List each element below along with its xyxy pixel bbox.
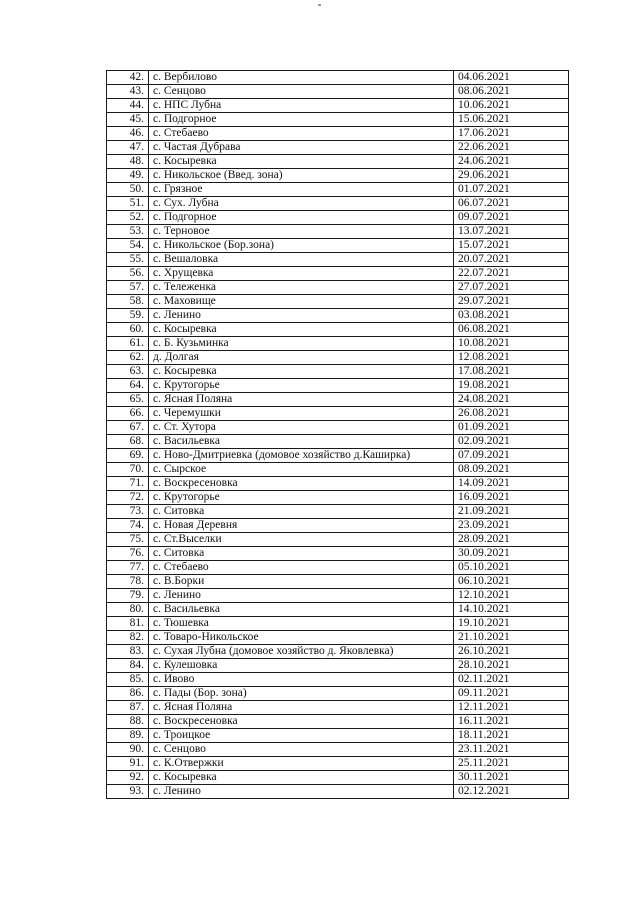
row-number: 93. — [107, 785, 149, 799]
row-number: 81. — [107, 617, 149, 631]
visit-date: 24.08.2021 — [454, 393, 569, 407]
settlement-name: с. Троицкое — [149, 729, 454, 743]
row-number: 87. — [107, 701, 149, 715]
row-number: 63. — [107, 365, 149, 379]
table-row — [107, 743, 569, 757]
visit-date: 23.11.2021 — [454, 743, 569, 757]
row-number: 78. — [107, 575, 149, 589]
schedule-table — [106, 70, 569, 799]
row-number: 80. — [107, 603, 149, 617]
visit-date: 27.07.2021 — [454, 281, 569, 295]
row-number: 69. — [107, 449, 149, 463]
settlement-name: с. Васильевка — [149, 435, 454, 449]
table-row — [107, 519, 569, 533]
row-number: 42. — [107, 71, 149, 85]
table-row — [107, 449, 569, 463]
settlement-name: с. Товаро-Никольское — [149, 631, 454, 645]
table-row — [107, 645, 569, 659]
table-row — [107, 225, 569, 239]
row-number: 52. — [107, 211, 149, 225]
row-number: 56. — [107, 267, 149, 281]
table-row — [107, 183, 569, 197]
table-row — [107, 575, 569, 589]
visit-date: 08.06.2021 — [454, 85, 569, 99]
row-number: 79. — [107, 589, 149, 603]
settlement-name: с. Черемушки — [149, 407, 454, 421]
settlement-name: с. Стебаево — [149, 127, 454, 141]
visit-date: 22.07.2021 — [454, 267, 569, 281]
row-number: 43. — [107, 85, 149, 99]
row-number: 61. — [107, 337, 149, 351]
row-number: 66. — [107, 407, 149, 421]
visit-date: 18.11.2021 — [454, 729, 569, 743]
table-row — [107, 701, 569, 715]
table-row — [107, 631, 569, 645]
settlement-name: с. Терновое — [149, 225, 454, 239]
table-row — [107, 155, 569, 169]
settlement-name: с. Ясная Поляна — [149, 701, 454, 715]
visit-date: 21.09.2021 — [454, 505, 569, 519]
visit-date: 15.06.2021 — [454, 113, 569, 127]
settlement-name: с. Косыревка — [149, 365, 454, 379]
settlement-name: с. Вешаловка — [149, 253, 454, 267]
row-number: 58. — [107, 295, 149, 309]
row-number: 48. — [107, 155, 149, 169]
table-row — [107, 253, 569, 267]
visit-date: 07.09.2021 — [454, 449, 569, 463]
visit-date: 02.09.2021 — [454, 435, 569, 449]
row-number: 82. — [107, 631, 149, 645]
table-row — [107, 463, 569, 477]
row-number: 77. — [107, 561, 149, 575]
table-row — [107, 309, 569, 323]
visit-date: 08.09.2021 — [454, 463, 569, 477]
table-row — [107, 715, 569, 729]
visit-date: 10.08.2021 — [454, 337, 569, 351]
visit-date: 09.07.2021 — [454, 211, 569, 225]
visit-date: 26.08.2021 — [454, 407, 569, 421]
settlement-name: с. Сухая Лубна (домовое хозяйство д. Яковлевка) — [149, 645, 454, 659]
row-number: 73. — [107, 505, 149, 519]
row-number: 84. — [107, 659, 149, 673]
row-number: 65. — [107, 393, 149, 407]
row-number: 67. — [107, 421, 149, 435]
settlement-name: с. Вербилово — [149, 71, 454, 85]
settlement-name: с. Ситовка — [149, 505, 454, 519]
table-row — [107, 169, 569, 183]
table-row — [107, 267, 569, 281]
visit-date: 14.10.2021 — [454, 603, 569, 617]
settlement-name: с. Васильевка — [149, 603, 454, 617]
table-row — [107, 99, 569, 113]
table-row — [107, 197, 569, 211]
table-row — [107, 127, 569, 141]
table-row — [107, 589, 569, 603]
row-number: 55. — [107, 253, 149, 267]
settlement-name: с. Стебаево — [149, 561, 454, 575]
settlement-name: с. Никольское (Бор.зона) — [149, 239, 454, 253]
visit-date: 02.11.2021 — [454, 673, 569, 687]
table-row — [107, 407, 569, 421]
scan-speck — [318, 4, 321, 6]
table-row — [107, 547, 569, 561]
visit-date: 10.06.2021 — [454, 99, 569, 113]
visit-date: 26.10.2021 — [454, 645, 569, 659]
visit-date: 28.09.2021 — [454, 533, 569, 547]
row-number: 76. — [107, 547, 149, 561]
visit-date: 14.09.2021 — [454, 477, 569, 491]
visit-date: 13.07.2021 — [454, 225, 569, 239]
table-row — [107, 435, 569, 449]
settlement-name: с. Ст. Хутора — [149, 421, 454, 435]
visit-date: 06.07.2021 — [454, 197, 569, 211]
table-row — [107, 113, 569, 127]
table-row — [107, 211, 569, 225]
table-row — [107, 351, 569, 365]
table-row — [107, 85, 569, 99]
row-number: 70. — [107, 463, 149, 477]
visit-date: 03.08.2021 — [454, 309, 569, 323]
row-number: 85. — [107, 673, 149, 687]
row-number: 53. — [107, 225, 149, 239]
row-number: 44. — [107, 99, 149, 113]
settlement-name: с. Грязное — [149, 183, 454, 197]
visit-date: 22.06.2021 — [454, 141, 569, 155]
settlement-name: с. Воскресеновка — [149, 715, 454, 729]
table-row — [107, 673, 569, 687]
row-number: 60. — [107, 323, 149, 337]
settlement-name: с. Новая Деревня — [149, 519, 454, 533]
row-number: 51. — [107, 197, 149, 211]
settlement-name: с. Косыревка — [149, 323, 454, 337]
settlement-name: с. Б. Кузьминка — [149, 337, 454, 351]
settlement-name: с. Косыревка — [149, 155, 454, 169]
settlement-name: с. Ново-Дмитриевка (домовое хозяйство д.Каширка) — [149, 449, 454, 463]
table-row — [107, 785, 569, 799]
table-row — [107, 365, 569, 379]
settlement-name: с. Тележенка — [149, 281, 454, 295]
settlement-name: с. Ивово — [149, 673, 454, 687]
row-number: 74. — [107, 519, 149, 533]
visit-date: 20.07.2021 — [454, 253, 569, 267]
row-number: 75. — [107, 533, 149, 547]
table-row — [107, 505, 569, 519]
schedule-table-body — [107, 71, 569, 799]
settlement-name: с. Ленино — [149, 785, 454, 799]
row-number: 71. — [107, 477, 149, 491]
table-row — [107, 533, 569, 547]
settlement-name: с. Пады (Бор. зона) — [149, 687, 454, 701]
table-row — [107, 477, 569, 491]
settlement-name: с. Ленино — [149, 589, 454, 603]
visit-date: 17.06.2021 — [454, 127, 569, 141]
table-row — [107, 295, 569, 309]
settlement-name: с. К.Отвержки — [149, 757, 454, 771]
table-row — [107, 393, 569, 407]
settlement-name: с. Воскресеновка — [149, 477, 454, 491]
table-row — [107, 659, 569, 673]
visit-date: 30.09.2021 — [454, 547, 569, 561]
row-number: 83. — [107, 645, 149, 659]
visit-date: 01.07.2021 — [454, 183, 569, 197]
row-number: 49. — [107, 169, 149, 183]
visit-date: 29.06.2021 — [454, 169, 569, 183]
visit-date: 24.06.2021 — [454, 155, 569, 169]
row-number: 47. — [107, 141, 149, 155]
settlement-name: с. Сенцово — [149, 743, 454, 757]
visit-date: 16.11.2021 — [454, 715, 569, 729]
table-row — [107, 239, 569, 253]
table-row — [107, 141, 569, 155]
visit-date: 12.08.2021 — [454, 351, 569, 365]
row-number: 86. — [107, 687, 149, 701]
settlement-name: с. Подгорное — [149, 113, 454, 127]
row-number: 57. — [107, 281, 149, 295]
visit-date: 02.12.2021 — [454, 785, 569, 799]
settlement-name: с. Тюшевка — [149, 617, 454, 631]
visit-date: 17.08.2021 — [454, 365, 569, 379]
settlement-name: с. НПС Лубна — [149, 99, 454, 113]
table-row — [107, 771, 569, 785]
settlement-name: с. Ст.Выселки — [149, 533, 454, 547]
table-row — [107, 687, 569, 701]
visit-date: 29.07.2021 — [454, 295, 569, 309]
row-number: 92. — [107, 771, 149, 785]
visit-date: 06.08.2021 — [454, 323, 569, 337]
visit-date: 12.10.2021 — [454, 589, 569, 603]
settlement-name: с. В.Борки — [149, 575, 454, 589]
table-row — [107, 379, 569, 393]
visit-date: 23.09.2021 — [454, 519, 569, 533]
settlement-name: с. Ситовка — [149, 547, 454, 561]
visit-date: 25.11.2021 — [454, 757, 569, 771]
settlement-name: с. Косыревка — [149, 771, 454, 785]
row-number: 68. — [107, 435, 149, 449]
settlement-name: с. Подгорное — [149, 211, 454, 225]
visit-date: 01.09.2021 — [454, 421, 569, 435]
visit-date: 09.11.2021 — [454, 687, 569, 701]
row-number: 46. — [107, 127, 149, 141]
row-number: 54. — [107, 239, 149, 253]
settlement-name: с. Никольское (Введ. зона) — [149, 169, 454, 183]
settlement-name: д. Долгая — [149, 351, 454, 365]
settlement-name: с. Сенцово — [149, 85, 454, 99]
visit-date: 05.10.2021 — [454, 561, 569, 575]
table-row — [107, 617, 569, 631]
table-row — [107, 421, 569, 435]
table-row — [107, 281, 569, 295]
settlement-name: с. Ясная Поляна — [149, 393, 454, 407]
settlement-name: с. Маховище — [149, 295, 454, 309]
row-number: 91. — [107, 757, 149, 771]
table-row — [107, 491, 569, 505]
row-number: 72. — [107, 491, 149, 505]
settlement-name: с. Кулешовка — [149, 659, 454, 673]
table-row — [107, 561, 569, 575]
visit-date: 28.10.2021 — [454, 659, 569, 673]
visit-date: 16.09.2021 — [454, 491, 569, 505]
settlement-name: с. Сух. Лубна — [149, 197, 454, 211]
row-number: 90. — [107, 743, 149, 757]
row-number: 62. — [107, 351, 149, 365]
visit-date: 04.06.2021 — [454, 71, 569, 85]
table-row — [107, 71, 569, 85]
visit-date: 19.08.2021 — [454, 379, 569, 393]
table-row — [107, 337, 569, 351]
settlement-name: с. Частая Дубрава — [149, 141, 454, 155]
visit-date: 21.10.2021 — [454, 631, 569, 645]
settlement-name: с. Ленино — [149, 309, 454, 323]
row-number: 89. — [107, 729, 149, 743]
row-number: 64. — [107, 379, 149, 393]
visit-date: 30.11.2021 — [454, 771, 569, 785]
table-row — [107, 729, 569, 743]
settlement-name: с. Крутогорье — [149, 491, 454, 505]
visit-date: 15.07.2021 — [454, 239, 569, 253]
settlement-name: с. Хрущевка — [149, 267, 454, 281]
visit-date: 12.11.2021 — [454, 701, 569, 715]
table-row — [107, 757, 569, 771]
row-number: 59. — [107, 309, 149, 323]
settlement-name: с. Сырское — [149, 463, 454, 477]
visit-date: 06.10.2021 — [454, 575, 569, 589]
table-row — [107, 603, 569, 617]
settlement-name: с. Крутогорье — [149, 379, 454, 393]
row-number: 50. — [107, 183, 149, 197]
table-row — [107, 323, 569, 337]
row-number: 45. — [107, 113, 149, 127]
row-number: 88. — [107, 715, 149, 729]
visit-date: 19.10.2021 — [454, 617, 569, 631]
